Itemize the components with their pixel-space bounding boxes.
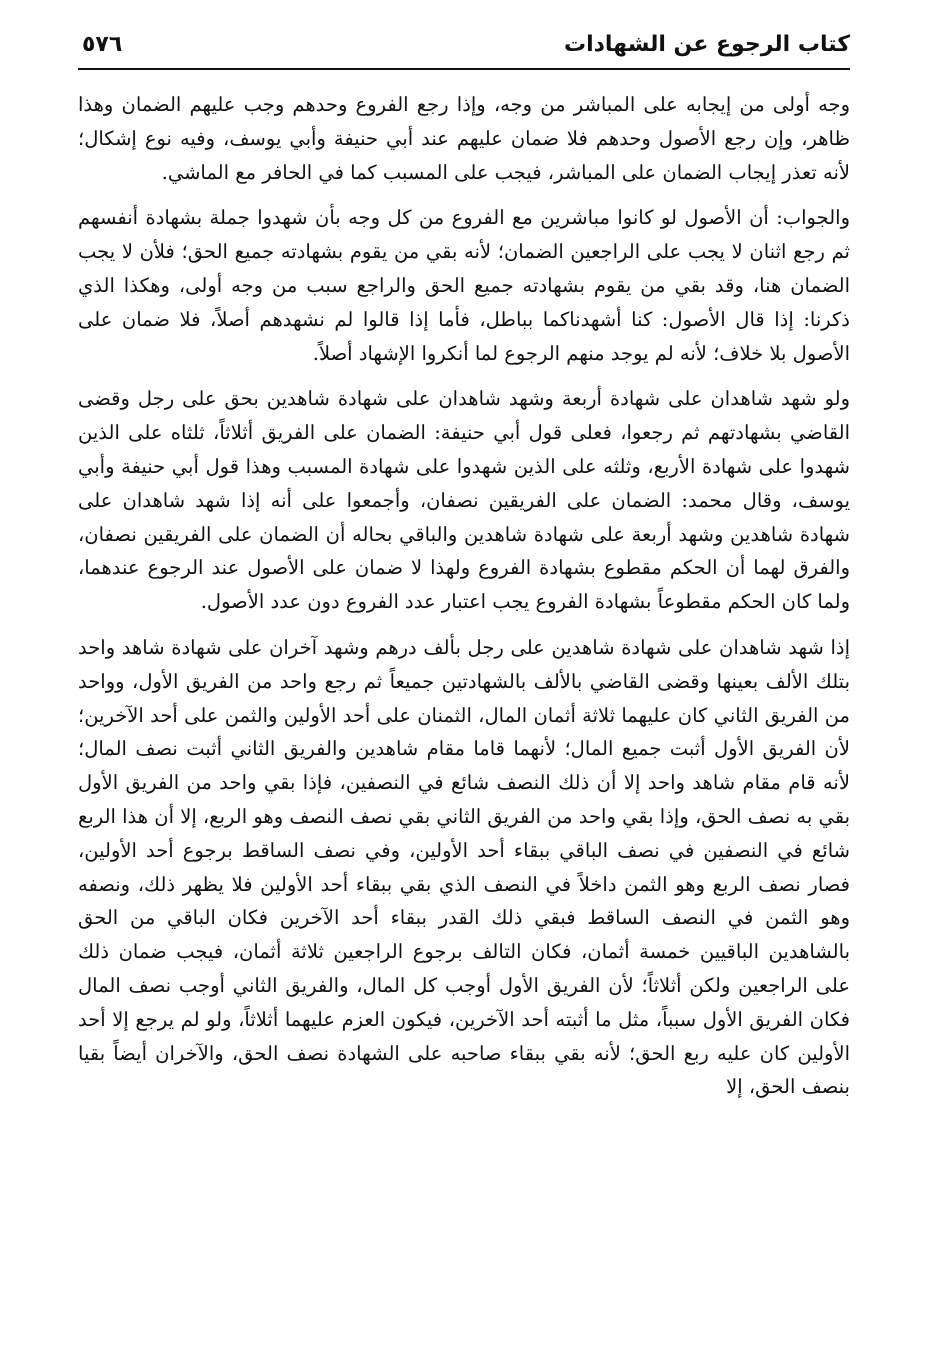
- paragraph: إذا شهد شاهدان على شهادة شاهدين على رجل بألف درهم وشهد آخران على شهادة شاهد واحد بتلك الألف بعينها وقضى القاضي بالألف بالشهادتين جميعاً ثم رجع واحد من الفريق الأول، وواحد من الفريق الثاني كان عليهما ثلاثة أثمان المال، الثمنان على أحد الأولين والثمن على أحد الآخرين؛ لأن الفريق الأول أثبت جميع المال؛ لأنهما قاما مقام شاهدين والفريق الثاني أثبت نصف المال؛ لأنه قام مقام شاهد واحد إلا أن ذلك النصف شائع في النصفين، فإذا بقي واحد من الفريق الأول بقي به نصف الحق، وإذا بقي واحد من الفريق الثاني بقي نصف النصف وهو الربع، إلا أن هذا الربع شائع في النصفين في نصف الباقي ببقاء أحد الأولين، وفي نصف الساقط برجوع أحد الأولين، فصار نصف الربع وهو الثمن داخلاً في النصف الذي بقي ببقاء أحد الأولين فلا يظهر ذلك، ونصفه وهو الثمن في النصف الساقط فبقي ذلك القدر ببقاء أحد الآخرين فكان الباقي من الحق بالشاهدين الباقيين خمسة أثمان، فكان التالف برجوع الراجعين ثلاثة أثمان، فيجب ضمان ذلك على الراجعين ولكن أثلاثاً؛ لأن الفريق الأول أوجب كل المال، والفريق الثاني أوجب نصف المال فكان الفريق الأول سبباً، مثل ما أثبته أحد الآخرين، فيكون العزم عليهما أثلاثاً، ولو لم يرجع إلا أحد الأولين كان عليه ربع الحق؛ لأنه بقي ببقاء صاحبه على الشهادة نصف الحق، والآخران أيضاً بقيا بنصف الحق، إلا: [78, 635, 850, 1099]
- paragraph: وجه أولى من إيجابه على المباشر من وجه، وإذا رجع الفروع وحدهم وجب عليهم الضمان وهذا ظاهر، وإن رجع الأصول وحدهم فلا ضمان عليهم عند أبي حنيفة وأبي يوسف، وفيه نوع إشكال؛ لأنه تعذر إيجاب الضمان على المباشر، فيجب على المسبب كما في الحافر مع الماشي.: [78, 93, 850, 184]
- chapter-title: كتاب الرجوع عن الشهادات: [563, 32, 850, 57]
- body-text: [78, 88, 850, 1104]
- page-header: [78, 30, 850, 70]
- document-page: [78, 30, 850, 1116]
- paragraph: ولو شهد شاهدان على شهادة أربعة وشهد شاهدان على شهادة شاهدين بحق على رجل وقضى القاضي بشهادتهم ثم رجعوا، فعلى قول أبي حنيفة: الضمان على الفريق أثلاثاً، ثلثاه على الذين شهدوا على شهادة الأربع، وثلثه على الذين شهدوا على شهادة المسبب وهذا قول أبي حنيفة وأبي يوسف، وقال محمد: الضمان على الفريقين نصفان، وأجمعوا على أنه إذا شهد شاهدان على شهادة شاهدين وشهد أربعة على شهادة شاهدين والباقي بحاله أن الضمان على الفريقين نصفان، والفرق لهما أن الحكم مقطوع بشهادة الفروع ولهذا لا ضمان على الأصول عند الرجوع عندهما، ولما كان الحكم مقطوعاً بشهادة الفروع يجب اعتبار عدد الفروع دون عدد الأصول.: [78, 387, 850, 614]
- page-number: ٥٧٦: [82, 32, 123, 57]
- paragraph: والجواب: أن الأصول لو كانوا مباشرين مع الفروع من كل وجه بأن شهدوا جملة بشهادة أنفسهم ثم رجع اثنان لا يجب على الراجعين الضمان؛ لأنه بقي من يقوم بشهادته جميع الحق؛ فلأن لا يجب الضمان هنا، وقد بقي من يقوم بشهادته جميع الحق والراجع سبب من وجه أولى، وهكذا الذي ذكرنا: إذا قال الأصول: كنا أشهدناكما بباطل، فأما إذا قالوا لم نشهدهم أصلاً، فلا ضمان على الأصول بلا خلاف؛ لأنه لم يوجد منهم الرجوع لما أنكروا الإشهاد أصلاً.: [78, 206, 850, 365]
